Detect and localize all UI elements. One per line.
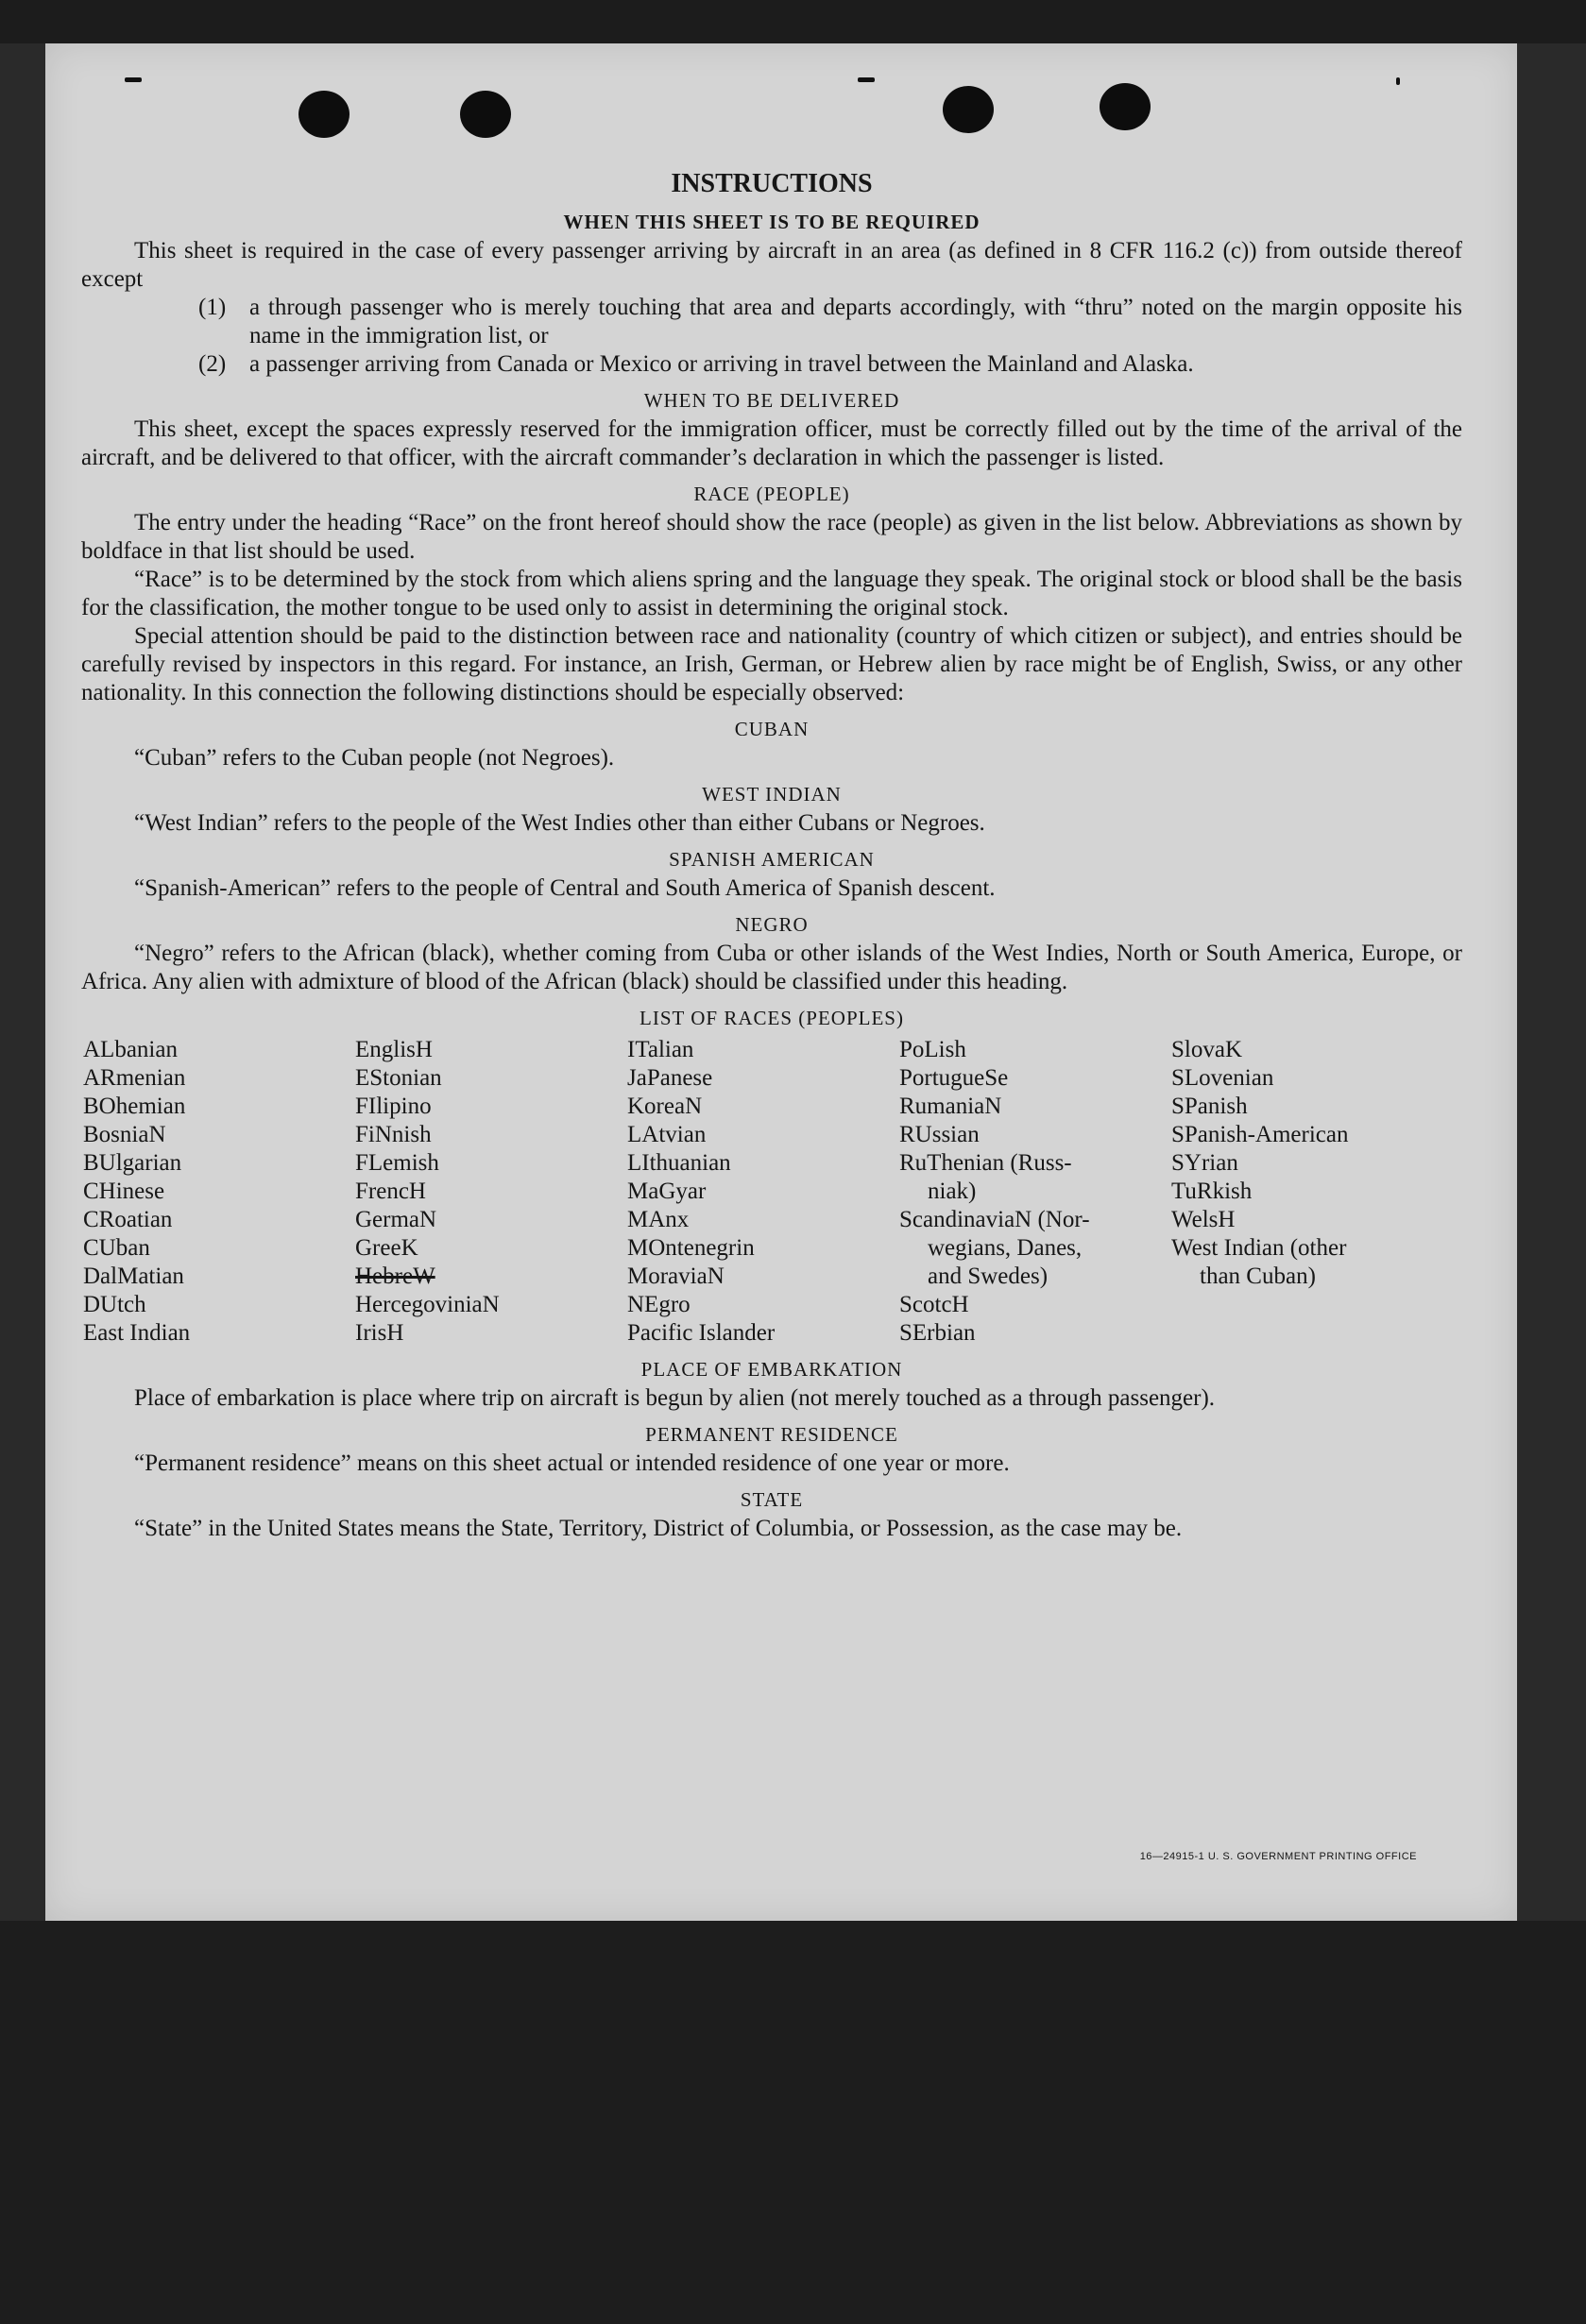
- spanish-american-text: “Spanish-American” refers to the people of Central and South America of Spanish descent.: [134, 875, 996, 901]
- heading-state: STATE: [740, 1488, 804, 1511]
- exception-item: [198, 294, 1462, 350]
- race-entry: West Indian (other: [1171, 1235, 1347, 1261]
- race-entry: East Indian: [83, 1320, 191, 1346]
- race-entry: RuThenian (Russ-: [899, 1150, 1072, 1176]
- race-column: [83, 1036, 355, 1348]
- race-paragraph-3: Special attention should be paid to the distinction between race and nationality (country of which citizen or subject), and entries should be carefully revised by inspectors in this regard. For instance, an Irish, German, or Hebrew alien by race might be of English, Swiss, or any other nationality. In this connection the following distinctions should be especially observed:: [81, 623, 1462, 705]
- race-entry: MOntenegrin: [627, 1235, 755, 1261]
- race-entry: FIlipino: [355, 1094, 432, 1119]
- race-entry: ScotcH: [899, 1292, 969, 1317]
- race-entry: BosniaN: [83, 1122, 166, 1147]
- race-entry: FiNnish: [355, 1122, 432, 1147]
- race-entry: DUtch: [83, 1292, 146, 1317]
- heading-west-indian: WEST INDIAN: [702, 783, 842, 806]
- scan-speck: [858, 77, 875, 82]
- race-entry: EStonian: [355, 1065, 442, 1091]
- when-delivered-text: This sheet, except the spaces expressly reserved for the immigration officer, must be correctly filled out by the time of the arrival of the aircraft, and be delivered to that officer, with the aircraft commander’s declaration in which the passenger is listed.: [81, 416, 1462, 470]
- scan-speck: [1396, 77, 1400, 85]
- race-entry: MaGyar: [627, 1179, 707, 1204]
- race-entry: SPanish: [1171, 1094, 1248, 1119]
- instructions-content: [81, 168, 1462, 1543]
- scan-speck: [125, 77, 142, 82]
- race-entry: PoLish: [899, 1037, 966, 1062]
- race-entry: KoreaN: [627, 1094, 703, 1119]
- punch-hole: [298, 91, 350, 138]
- race-entry: SErbian: [899, 1320, 976, 1346]
- embarkation-text: Place of embarkation is place where trip on aircraft is begun by alien (not merely touched as a through passenger).: [134, 1385, 1216, 1411]
- race-entry: CHinese: [83, 1179, 165, 1204]
- race-entry-continuation: and Swedes): [928, 1264, 1049, 1289]
- scan-top-band: [0, 0, 1586, 43]
- race-entry: ScandinaviaN (Nor-: [899, 1207, 1090, 1232]
- exception-text: a through passenger who is merely touching that area and departs accordingly, with “thru” noted on the margin opposite his name in the immigration list, or: [249, 295, 1462, 348]
- race-entry: PortugueSe: [899, 1065, 1009, 1091]
- punch-hole: [943, 86, 994, 133]
- race-column: [899, 1036, 1171, 1348]
- race-paragraph-1: The entry under the heading “Race” on the front hereof should show the race (people) as given in the list below. Abbreviations as shown by boldface in that list should be used.: [81, 510, 1462, 564]
- race-entry-continuation: wegians, Danes,: [928, 1235, 1083, 1261]
- heading-spanish-american: SPANISH AMERICAN: [669, 848, 875, 871]
- negro-text: “Negro” refers to the African (black), whether coming from Cuba or other islands of the West Indies, North or South America, Europe, or Africa. Any alien with admixture of blood of the African (black) should be classified under this heading.: [81, 941, 1462, 994]
- race-entry: FLemish: [355, 1150, 439, 1176]
- punch-hole: [1100, 83, 1151, 130]
- residence-text: “Permanent residence” means on this sheet actual or intended residence of one year or more.: [134, 1450, 1010, 1476]
- race-entry: ALbanian: [83, 1037, 178, 1062]
- exception-item: [198, 350, 1462, 379]
- exception-number: (2): [198, 351, 227, 377]
- race-entry: DalMatian: [83, 1264, 184, 1289]
- heading-when-required: WHEN THIS SHEET IS TO BE REQUIRED: [563, 211, 981, 233]
- race-paragraph-2: “Race” is to be determined by the stock from which aliens spring and the language they speak. The original stock or blood shall be the basis for the classification, the mother tongue to be used only to assist in determining the original stock.: [81, 567, 1462, 620]
- exception-number: (1): [198, 295, 227, 320]
- document-page: [45, 43, 1517, 1921]
- race-entry-continuation: niak): [928, 1179, 977, 1204]
- race-entry: BOhemian: [83, 1094, 186, 1119]
- heading-cuban: CUBAN: [734, 718, 810, 740]
- west-indian-text: “West Indian” refers to the people of the West Indies other than either Cubans or Negroes.: [134, 810, 985, 836]
- page-title: INSTRUCTIONS: [671, 169, 873, 198]
- heading-list-of-races: LIST OF RACES (PEOPLES): [640, 1007, 904, 1029]
- race-entry: RumaniaN: [899, 1094, 1002, 1119]
- race-entry: Pacific Islander: [627, 1320, 776, 1346]
- race-entry: NEgro: [627, 1292, 691, 1317]
- heading-permanent-residence: PERMANENT RESIDENCE: [645, 1423, 898, 1446]
- cuban-text: “Cuban” refers to the Cuban people (not Negroes).: [134, 745, 615, 771]
- race-column: [627, 1036, 899, 1348]
- race-entry: ITalian: [627, 1037, 694, 1062]
- race-entry: IrisH: [355, 1320, 404, 1346]
- race-entry: RUssian: [899, 1122, 980, 1147]
- race-entry: EnglisH: [355, 1037, 433, 1062]
- race-entry: LIthuanian: [627, 1150, 731, 1176]
- race-entry: CRoatian: [83, 1207, 173, 1232]
- heading-embarkation: PLACE OF EMBARKATION: [640, 1358, 903, 1381]
- heading-when-delivered: WHEN TO BE DELIVERED: [643, 389, 900, 412]
- race-column: [1171, 1036, 1455, 1348]
- race-entry: CUban: [83, 1235, 150, 1261]
- race-column: [355, 1036, 627, 1348]
- heading-negro: NEGRO: [735, 913, 809, 936]
- race-entry: LAtvian: [627, 1122, 707, 1147]
- scan-bottom-band: [0, 1921, 1586, 2324]
- heading-race: RACE (PEOPLE): [693, 483, 850, 505]
- state-text: “State” in the United States means the State, Territory, District of Columbia, or Possession, as the case may be.: [134, 1516, 1183, 1541]
- race-entry: MAnx: [627, 1207, 690, 1232]
- race-entry: JaPanese: [627, 1065, 713, 1091]
- race-entry: WelsH: [1171, 1207, 1236, 1232]
- race-entry: TuRkish: [1171, 1179, 1253, 1204]
- race-entry: ARmenian: [83, 1065, 186, 1091]
- exception-text: a passenger arriving from Canada or Mexico or arriving in travel between the Mainland and Alaska.: [249, 351, 1194, 377]
- when-required-intro: This sheet is required in the case of every passenger arriving by aircraft in an area (as defined in 8 CFR 116.2 (c)) from outside thereof except: [81, 238, 1462, 292]
- race-entry: SYrian: [1171, 1150, 1238, 1176]
- race-entry: FrencH: [355, 1179, 426, 1204]
- race-entry: BUlgarian: [83, 1150, 182, 1176]
- race-entry: GermaN: [355, 1207, 437, 1232]
- race-entry: GreeK: [355, 1235, 418, 1261]
- race-entry: MoraviaN: [627, 1264, 725, 1289]
- race-entry: HercegoviniaN: [355, 1292, 500, 1317]
- race-list: [83, 1036, 1462, 1348]
- printing-office-code: 16—24915-1 U. S. GOVERNMENT PRINTING OFFICE: [1139, 1851, 1417, 1862]
- punch-hole: [460, 91, 511, 138]
- race-entry: SPanish-American: [1171, 1122, 1349, 1147]
- race-entry-struck-out: HebreW: [355, 1264, 435, 1289]
- race-entry: SlovaK: [1171, 1037, 1242, 1062]
- race-entry: SLovenian: [1171, 1065, 1274, 1091]
- race-entry-continuation: than Cuban): [1200, 1264, 1316, 1289]
